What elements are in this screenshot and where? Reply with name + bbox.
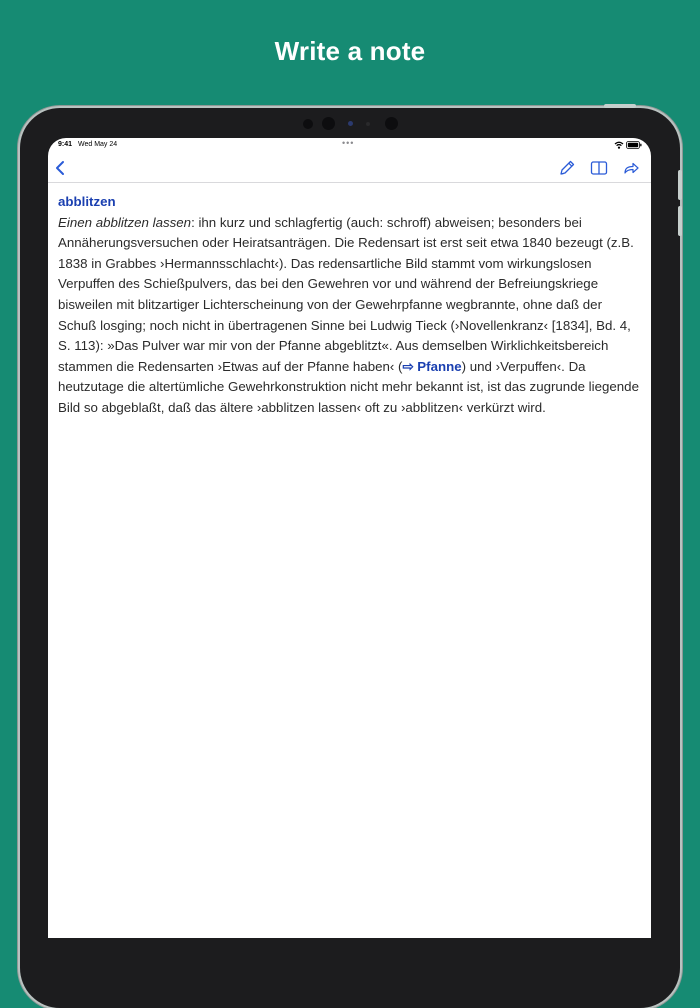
top-button [604, 104, 636, 108]
arrow-right-icon: ⇨ [402, 358, 414, 374]
chevron-left-icon [52, 159, 72, 177]
navigation-toolbar [48, 154, 651, 183]
edit-note-button[interactable] [557, 159, 577, 177]
camera-lens [348, 121, 353, 126]
entry-body [58, 213, 642, 419]
share-arrow-icon [621, 159, 641, 177]
pencil-icon [557, 159, 577, 177]
volume-down-button [678, 206, 682, 236]
status-date: Wed May 24 [78, 141, 118, 148]
share-button[interactable] [621, 159, 641, 177]
cross-reference-link[interactable] [402, 359, 461, 374]
volume-up-button [678, 170, 682, 200]
multitasking-dots[interactable]: ••• [342, 138, 355, 148]
reader-view-button[interactable] [589, 159, 609, 177]
promo-headline: Write a note [274, 36, 426, 66]
entry-text-part-1: : ihn kurz und schlagfertig (auch: schroff) abweisen; besonders bei Annäherungsversuchen oder Heiratsanträgen. Die Redensart ist erst seit etwa 1840 bezeugt (z.B. 1838 in Grabbes ›Hermannsschlacht‹). Das redensartliche Bild stammt vom wirkungslosen Verpuffen des Schießpulvers, das bei den Gewehren vor und während der Befreiungskriege bisweilen mit blitzartiger Lichterscheinung von der Gewehrpfanne wegbrannte, ohne daß der Schuß losging; noch nicht in übertragenen Sinne bei Ludwig Tieck (›Novellenkranz‹ [1834], Bd. 4, S. 113): »Das Pulver war mir von der Pfanne abgeblitzt«. Aus demselben Wirklichkeitsbereich stammen die Redensarten ›Etwas auf der Pfanne haben‹ ( [58, 214, 634, 374]
back-button[interactable] [52, 159, 72, 177]
dictionary-entry [58, 192, 642, 419]
camera-dot-4 [385, 117, 398, 130]
app-screen [48, 138, 651, 938]
entry-text-part-2: ) und ›Verpuffen‹. Da heutzutage die altertümliche Gewehrkonstruktion nicht mehr bekannt ist, ist das zugrunde liegende Bild so abgeblaßt, daß das ältere ›abblitzen lassen‹ oft zu ›abblitzen‹ verkürzt wird. [58, 358, 639, 415]
cross-reference-label: Pfanne [417, 358, 462, 374]
wifi-icon [614, 141, 624, 149]
status-bar [48, 138, 651, 154]
status-time: 9:41 [58, 141, 73, 148]
camera-dot-1 [303, 119, 313, 129]
entry-phrase: Einen abblitzen lassen [58, 214, 192, 230]
entry-headword: abblitzen [58, 194, 116, 209]
camera-dot-3 [366, 122, 370, 126]
battery-icon [626, 141, 642, 149]
camera-dot-2 [322, 117, 335, 130]
book-icon [589, 159, 609, 177]
